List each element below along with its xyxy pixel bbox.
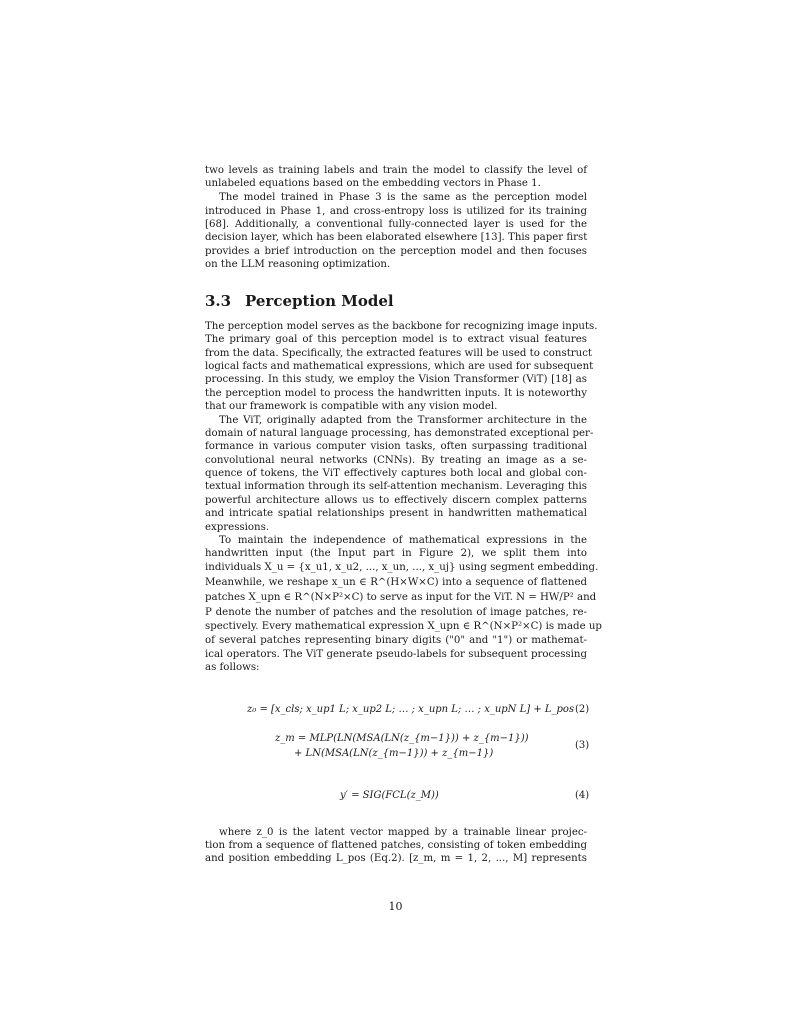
text-line: expressions. <box>205 522 270 533</box>
text-line: Meanwhile, we reshape x_un ∈ R^(H×W×C) into a sequence of flattened <box>205 577 587 588</box>
text-line: spectively. Every mathematical expression X_upn ∈ R^(N×P²×C) is made up <box>205 621 602 632</box>
text-line: as follows: <box>205 662 260 673</box>
text-line: tion from a sequence of flattened patches, consisting of token embedding <box>205 840 587 851</box>
text-line: unlabeled equations based on the embedding vectors in Phase 1. <box>205 178 541 189</box>
text-line: introduced in Phase 1, and cross-entropy loss is utilized for its training <box>205 206 587 217</box>
text-line: The primary goal of this perception model is to extract visual features <box>205 334 587 345</box>
equation-number: (2) <box>575 704 590 715</box>
text-line: The ViT, originally adapted from the Transformer architecture in the <box>219 415 587 426</box>
text-line: processing. In this study, we employ the Vision Transformer (ViT) [18] as <box>205 374 587 385</box>
text-line: logical facts and mathematical expressions, which are used for subsequent <box>205 361 594 372</box>
text-line: The perception model serves as the backbone for recognizing image inputs. <box>205 321 598 332</box>
text-line: convolutional neural networks (CNNs). By treating an image as a se- <box>205 455 587 466</box>
section-title: Perception Model <box>245 292 394 310</box>
text-line: To maintain the independence of mathematical expressions in the <box>219 535 587 546</box>
text-line: patches X_upn ∈ R^(N×P²×C) to serve as input for the ViT. N = HW/P² and <box>205 592 597 603</box>
equation-2: z₀ = [x_cls; x_up1 L; x_up2 L; … ; x_upn L; … ; x_upN L] + L_pos <box>247 704 575 715</box>
text-line: two levels as training labels and train the model to classify the level of <box>205 165 587 176</box>
text-line: textual information through its self-attention mechanism. Leveraging this <box>205 481 587 492</box>
text-line: powerful architecture allows us to effectively discern complex patterns <box>205 495 587 506</box>
text-line: decision layer, which has been elaborated elsewhere [13]. This paper first <box>205 232 588 243</box>
page-number: 10 <box>388 900 403 913</box>
text-line: [68]. Additionally, a conventional fully-connected layer is used for the <box>205 219 587 230</box>
text-line: and position embedding L_pos (Eq.2). [z_m, m = 1, 2, ..., M] represents <box>205 853 587 864</box>
text-line: provides a brief introduction on the perception model and then focuses <box>205 246 587 257</box>
section-heading <box>205 292 587 310</box>
text-line: on the LLM reasoning optimization. <box>205 259 391 270</box>
text-line: handwritten input (the Input part in Figure 2), we split them into <box>205 548 587 559</box>
text-line: P denote the number of patches and the resolution of image patches, re- <box>205 607 587 618</box>
equation-4: y′ = SIG(FCL(z_M)) <box>340 790 439 801</box>
text-line: ical operators. The ViT generate pseudo-labels for subsequent processing <box>205 649 587 660</box>
equation-3-line-2: + LN(MSA(LN(z_{m−1})) + z_{m−1}) <box>294 748 494 759</box>
text-line: individuals X_u = {x_u1, x_u2, ..., x_un, ..., x_uj} using segment embedding. <box>205 562 599 573</box>
text-line: formance in various computer vision tasks, often surpassing traditional <box>205 441 587 452</box>
text-line: quence of tokens, the ViT effectively captures both local and global con- <box>205 468 587 479</box>
equation-3-line-1: z_m = MLP(LN(MSA(LN(z_{m−1})) + z_{m−1})) <box>275 733 529 744</box>
equation-number: (4) <box>575 790 590 801</box>
text-line: where z_0 is the latent vector mapped by a trainable linear projec- <box>219 827 587 838</box>
text-line: The model trained in Phase 3 is the same as the perception model <box>219 192 587 203</box>
text-line: that our framework is compatible with any vision model. <box>205 401 498 412</box>
text-line: of several patches representing binary digits ("0" and "1") or mathemat- <box>205 635 587 646</box>
text-line: domain of natural language processing, has demonstrated exceptional per- <box>205 428 594 439</box>
text-line: the perception model to process the handwritten inputs. It is noteworthy <box>205 388 587 399</box>
text-line: and intricate spatial relationships present in handwritten mathematical <box>205 508 587 519</box>
equation-number: (3) <box>575 740 590 751</box>
text-line: from the data. Specifically, the extracted features will be used to construct <box>205 348 593 359</box>
section-number: 3.3 <box>205 292 232 310</box>
